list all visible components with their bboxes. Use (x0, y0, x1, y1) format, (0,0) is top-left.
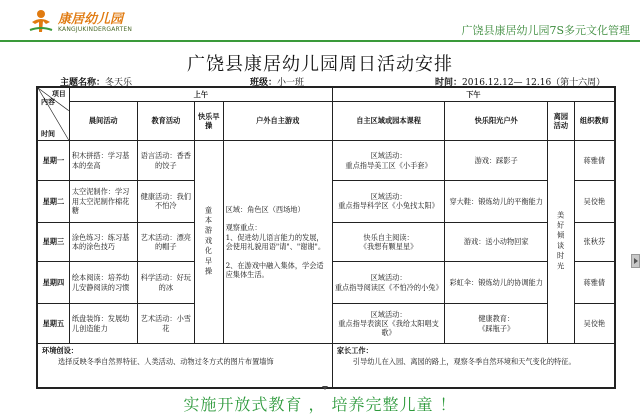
corner-content-label: 内容 (41, 97, 55, 106)
leave-activity-cell (548, 141, 575, 344)
col-edu-activity: 教育活动 (137, 101, 194, 141)
logo-english-name: KANGJUKINDERGARTEN (58, 26, 133, 33)
page-marker-icon (322, 386, 328, 390)
header-management-text: 广饶县康居幼儿园7S多元文化管理 (461, 24, 630, 37)
environment-text: 选择反映冬季自然界特征、人类活动、动物过冬方式的图片布置墙饰 (58, 357, 274, 367)
edu-cell: 艺术活动：漂亮的帽子 (137, 222, 194, 262)
child-figure-icon (28, 8, 54, 34)
morning-header: 上午 (69, 88, 332, 102)
morning-cell: 太空泥制作：学习用太空泥制作棉花糖 (69, 180, 137, 222)
morning-cell: 绘本阅读：培养幼儿安静阅读的习惯 (69, 262, 137, 304)
environment-label: 环境创设： (42, 345, 78, 355)
teacher-cell: 吴佼艳 (574, 180, 614, 222)
outdoor-game-cell: 区域：角色区（西场地） 观察重点： 1、促进幼儿语言能力的发展，会使用礼貌用语"请"、"谢谢"。 2、在游戏中融入集体，学会适应集体生活。 (223, 141, 332, 344)
corner-time-label: 时间 (41, 129, 55, 139)
afternoon-header: 下午 (332, 88, 614, 102)
kindergarten-logo (28, 6, 138, 38)
edu-cell: 艺术活动：小雪花 (137, 304, 194, 344)
teacher-cell: 吴佼艳 (574, 304, 614, 344)
teacher-cell: 张秋芬 (574, 222, 614, 262)
teacher-cell: 蒋雅倩 (574, 141, 614, 181)
col-sunny-outdoor: 快乐阳光户外 (445, 101, 548, 141)
parent-work-cell (332, 343, 614, 387)
morning-cell: 涂色练习：练习基本的涂色技巧 (69, 222, 137, 262)
header-divider (0, 40, 640, 42)
day-cell: 星期五 (38, 304, 70, 344)
logo-chinese-name: 康居幼儿园 (58, 12, 124, 27)
col-morning-exercise: 快乐早操 (194, 101, 223, 141)
parent-work-label: 家长工作： (336, 345, 373, 355)
time-value: 2016.12.12— 12.16（第十六周） (462, 78, 606, 88)
class-label: 班级： (250, 78, 278, 88)
teacher-cell: 蒋雅倩 (574, 262, 614, 304)
parent-work-text: 引导幼儿在入园、离园的路上，观察冬季自然环境和天气变化的特征。 (352, 357, 576, 367)
theme-value: 冬天乐 (105, 78, 133, 88)
class-value: 小一班 (277, 78, 305, 88)
sun-cell: 游戏：踩影子 (445, 141, 548, 181)
sun-cell: 游戏：送小动物回家 (445, 222, 548, 262)
corner-header-cell (38, 88, 70, 141)
table-row (38, 141, 615, 181)
morning-exercise-cell (194, 141, 223, 344)
sun-cell: 健康教育： 《踩瓶子》 (445, 304, 548, 344)
environment-cell (38, 343, 333, 387)
sun-cell: 彩虹伞：锻炼幼儿的协调能力 (445, 262, 548, 304)
day-cell: 星期四 (38, 262, 70, 304)
theme-label: 主题名称： (60, 78, 106, 88)
leave-activity-text: 美好倾谈时光 (556, 211, 566, 273)
sun-cell: 穿大鞋：锻炼幼儿的平衡能力 (445, 180, 548, 222)
day-cell: 星期一 (38, 141, 70, 181)
day-cell: 星期二 (38, 180, 70, 222)
edu-cell: 科学活动：好玩的冰 (137, 262, 194, 304)
area-cell: 区域活动： 重点指导科学区《小兔找太阳》 (332, 180, 444, 222)
corner-project-label: 项目 (51, 89, 66, 98)
col-leave-activity: 离园活动 (548, 101, 575, 141)
morning-cell: 积木拼搭：学习基本的垒高 (69, 141, 137, 181)
col-outdoor-game: 户外自主游戏 (223, 101, 332, 141)
page-title: 广饶县康居幼儿园周日活动安排 (187, 54, 453, 75)
day-cell: 星期三 (38, 222, 70, 262)
schedule-table (36, 86, 616, 389)
col-teacher: 组织教师 (574, 101, 614, 141)
area-cell: 区域活动： 重点指导阅读区《不怕冷的小兔》 (332, 262, 444, 304)
edu-cell: 语言活动：香香的饺子 (137, 141, 194, 181)
morning-cell: 纸盘装饰：发展幼儿创造能力 (69, 304, 137, 344)
arrow-right-icon (634, 258, 638, 264)
area-cell: 快乐自主阅读： 《我想有颗星星》 (332, 222, 444, 262)
col-area-course: 自主区域或园本课程 (332, 101, 444, 141)
col-morning-activity: 晨间活动 (69, 101, 137, 141)
area-cell: 区域活动： 重点指导表演区《我给太阳唱支歌》 (332, 304, 444, 344)
page-header (0, 0, 640, 42)
area-cell: 区域活动： 重点指导美工区《小手套》 (332, 141, 444, 181)
next-page-button[interactable] (631, 254, 640, 268)
morning-exercise-text: 童本游戏化早操 (204, 206, 214, 278)
slogan-text: 实施开放式教育 ， 培养完整儿童 ！ (183, 395, 457, 414)
time-label: 时间： (435, 78, 463, 88)
edu-cell: 健康活动：我们不怕冷 (137, 180, 194, 222)
footer-row (38, 343, 615, 387)
